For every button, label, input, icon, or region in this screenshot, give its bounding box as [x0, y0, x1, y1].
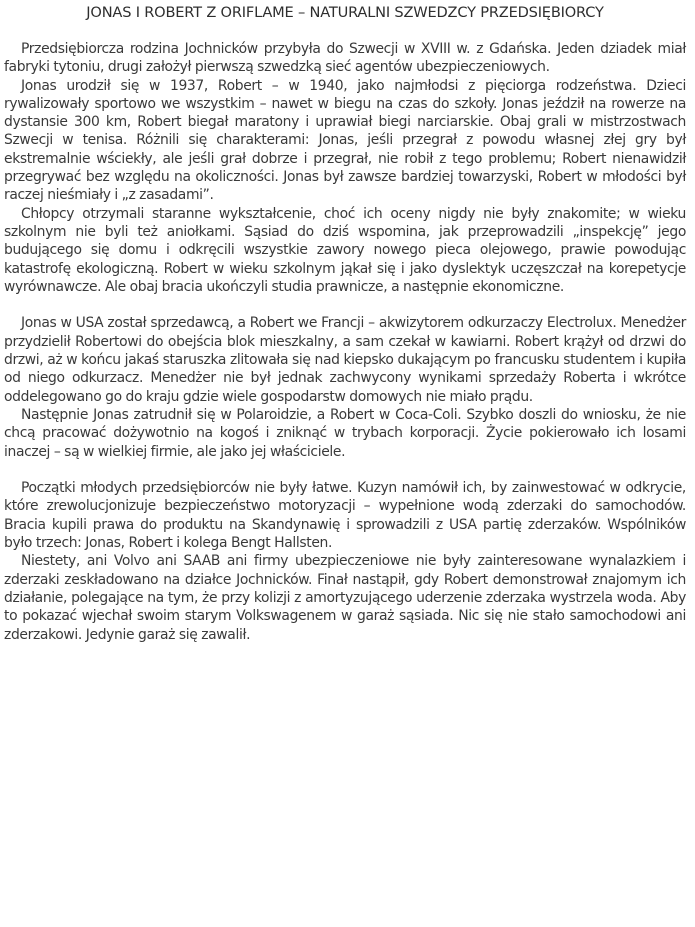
paragraph-family-origin: Przedsiębiorcza rodzina Jochnicków przybyła do Szwecji w XVIII w. z Gdańska. Jeden dziadek miał fabryki tytoniu, drugi założył pierwszą szwedzką sieć agentów ubezpieczeniowych. [4, 41, 686, 76]
paragraph-bumper-investment: Początki młodych przedsiębiorców nie były łatwe. Kuzyn namówił ich, by zainwestować w odkrycie, które zrewolucjonizuje bezpieczeństwo motoryzacji – wypełnione wodą zderzaki do samochodów. Bracia kupili prawa do produktu na Skandynawię i sprowadzili z USA partię zderzaków. Wspólników było trzech: Jonas, Robert i kolega Bengt Hallsten. [4, 480, 686, 552]
paragraph-childhood-rivalry: Jonas urodził się w 1937, Robert – w 1940, jako najmłodsi z pięciorga rodzeństwa. Dzieci rywalizowały sportowo we wszystkim – nawet w biegu na czas do szkoły. Jonas jeździł na rowerze na dystansie 300 km, Robert biegał maratony i uprawiał biegi narciarskie. Obaj grali w mistrzostwach Szwecji w tenisa. Różnili się charakterami: Jonas, jeśli przegrał z powodu własnej złej gry był ekstremalnie wściekły, ale jeśli grał dobrze i przegrał, nie robił z tego problemu; Robert nienawidził przegrywać bez względu na okoliczności. Jonas był zawsze bardziej towarzyski, Robert w młodości był raczej nieśmiały i „z zasadami”. [4, 77, 686, 204]
document-title: JONAS I ROBERT Z ORIFLAME – NATURALNI SZWEDZCY PRZEDSIĘBIORCY [86, 4, 604, 21]
paragraph-corporate-jobs: Następnie Jonas zatrudnił się w Polaroidzie, a Robert w Coca-Coli. Szybko doszli do wniosku, że nie chcą pracować dożywotnio na kogoś i zniknąć w trybach korporacji. Życie pokierowało ich losami inaczej – są w wielkiej firmie, ale jako jej właściciele. [4, 406, 686, 460]
paragraph-spacer [4, 461, 686, 479]
paragraph-education: Chłopcy otrzymali staranne wykształcenie, choć ich oceny nigdy nie były znakomite; w wieku szkolnym nie byli też aniołkami. Sąsiad do dziś wspomina, jak przeprowadzili „inspekcję” jego budującego się domu i odkręcili wszystkie zawory nowego pieca olejowego, prawie powodując katastrofę ekologiczną. Robert w wieku szkolnym jąkał się i jako dyslektyk uczęszczał na korepetycje wyrównawcze. Ale obaj bracia ukończyli studia prawnicze, a następnie ekonomiczne. [4, 205, 686, 295]
paragraph-spacer [4, 296, 686, 314]
paragraph-bumper-failure: Niestety, ani Volvo ani SAAB ani firmy ubezpieczeniowe nie były zainteresowane wynalazkiem i zderzaki zeskładowano na działce Jochnicków. Finał nastąpił, gdy Robert demonstrował znajomym ich działanie, polegające na tym, że przy kolizji z amortyzującego uderzenie zderzaka wystrzela woda. Aby to pokazać wjechał swoim starym Volkswagenem w garaż sąsiada. Nic się nie stało samochodowi ani zderzakowi. Jedynie garaż się zawalił. [4, 553, 686, 643]
paragraph-first-jobs: Jonas w USA został sprzedawcą, a Robert we Francji – akwizytorem odkurzaczy Electrolux. Menedżer przydzielił Robertowi do obejścia blok mieszkalny, a sam czekał w kawiarni. Robert krążył od drzwi do drzwi, aż w końcu jakaś staruszka zlitowała się nad kiepsko dukającym po francusku studentem i kupiła od niego odkurzacz. Menedżer nie był jednak zachwycony wynikami sprzedaży Roberta i wkrótce oddelegowano go do kraju gdzie wiele gospodarstw domowych nie miało prądu. [4, 315, 686, 405]
